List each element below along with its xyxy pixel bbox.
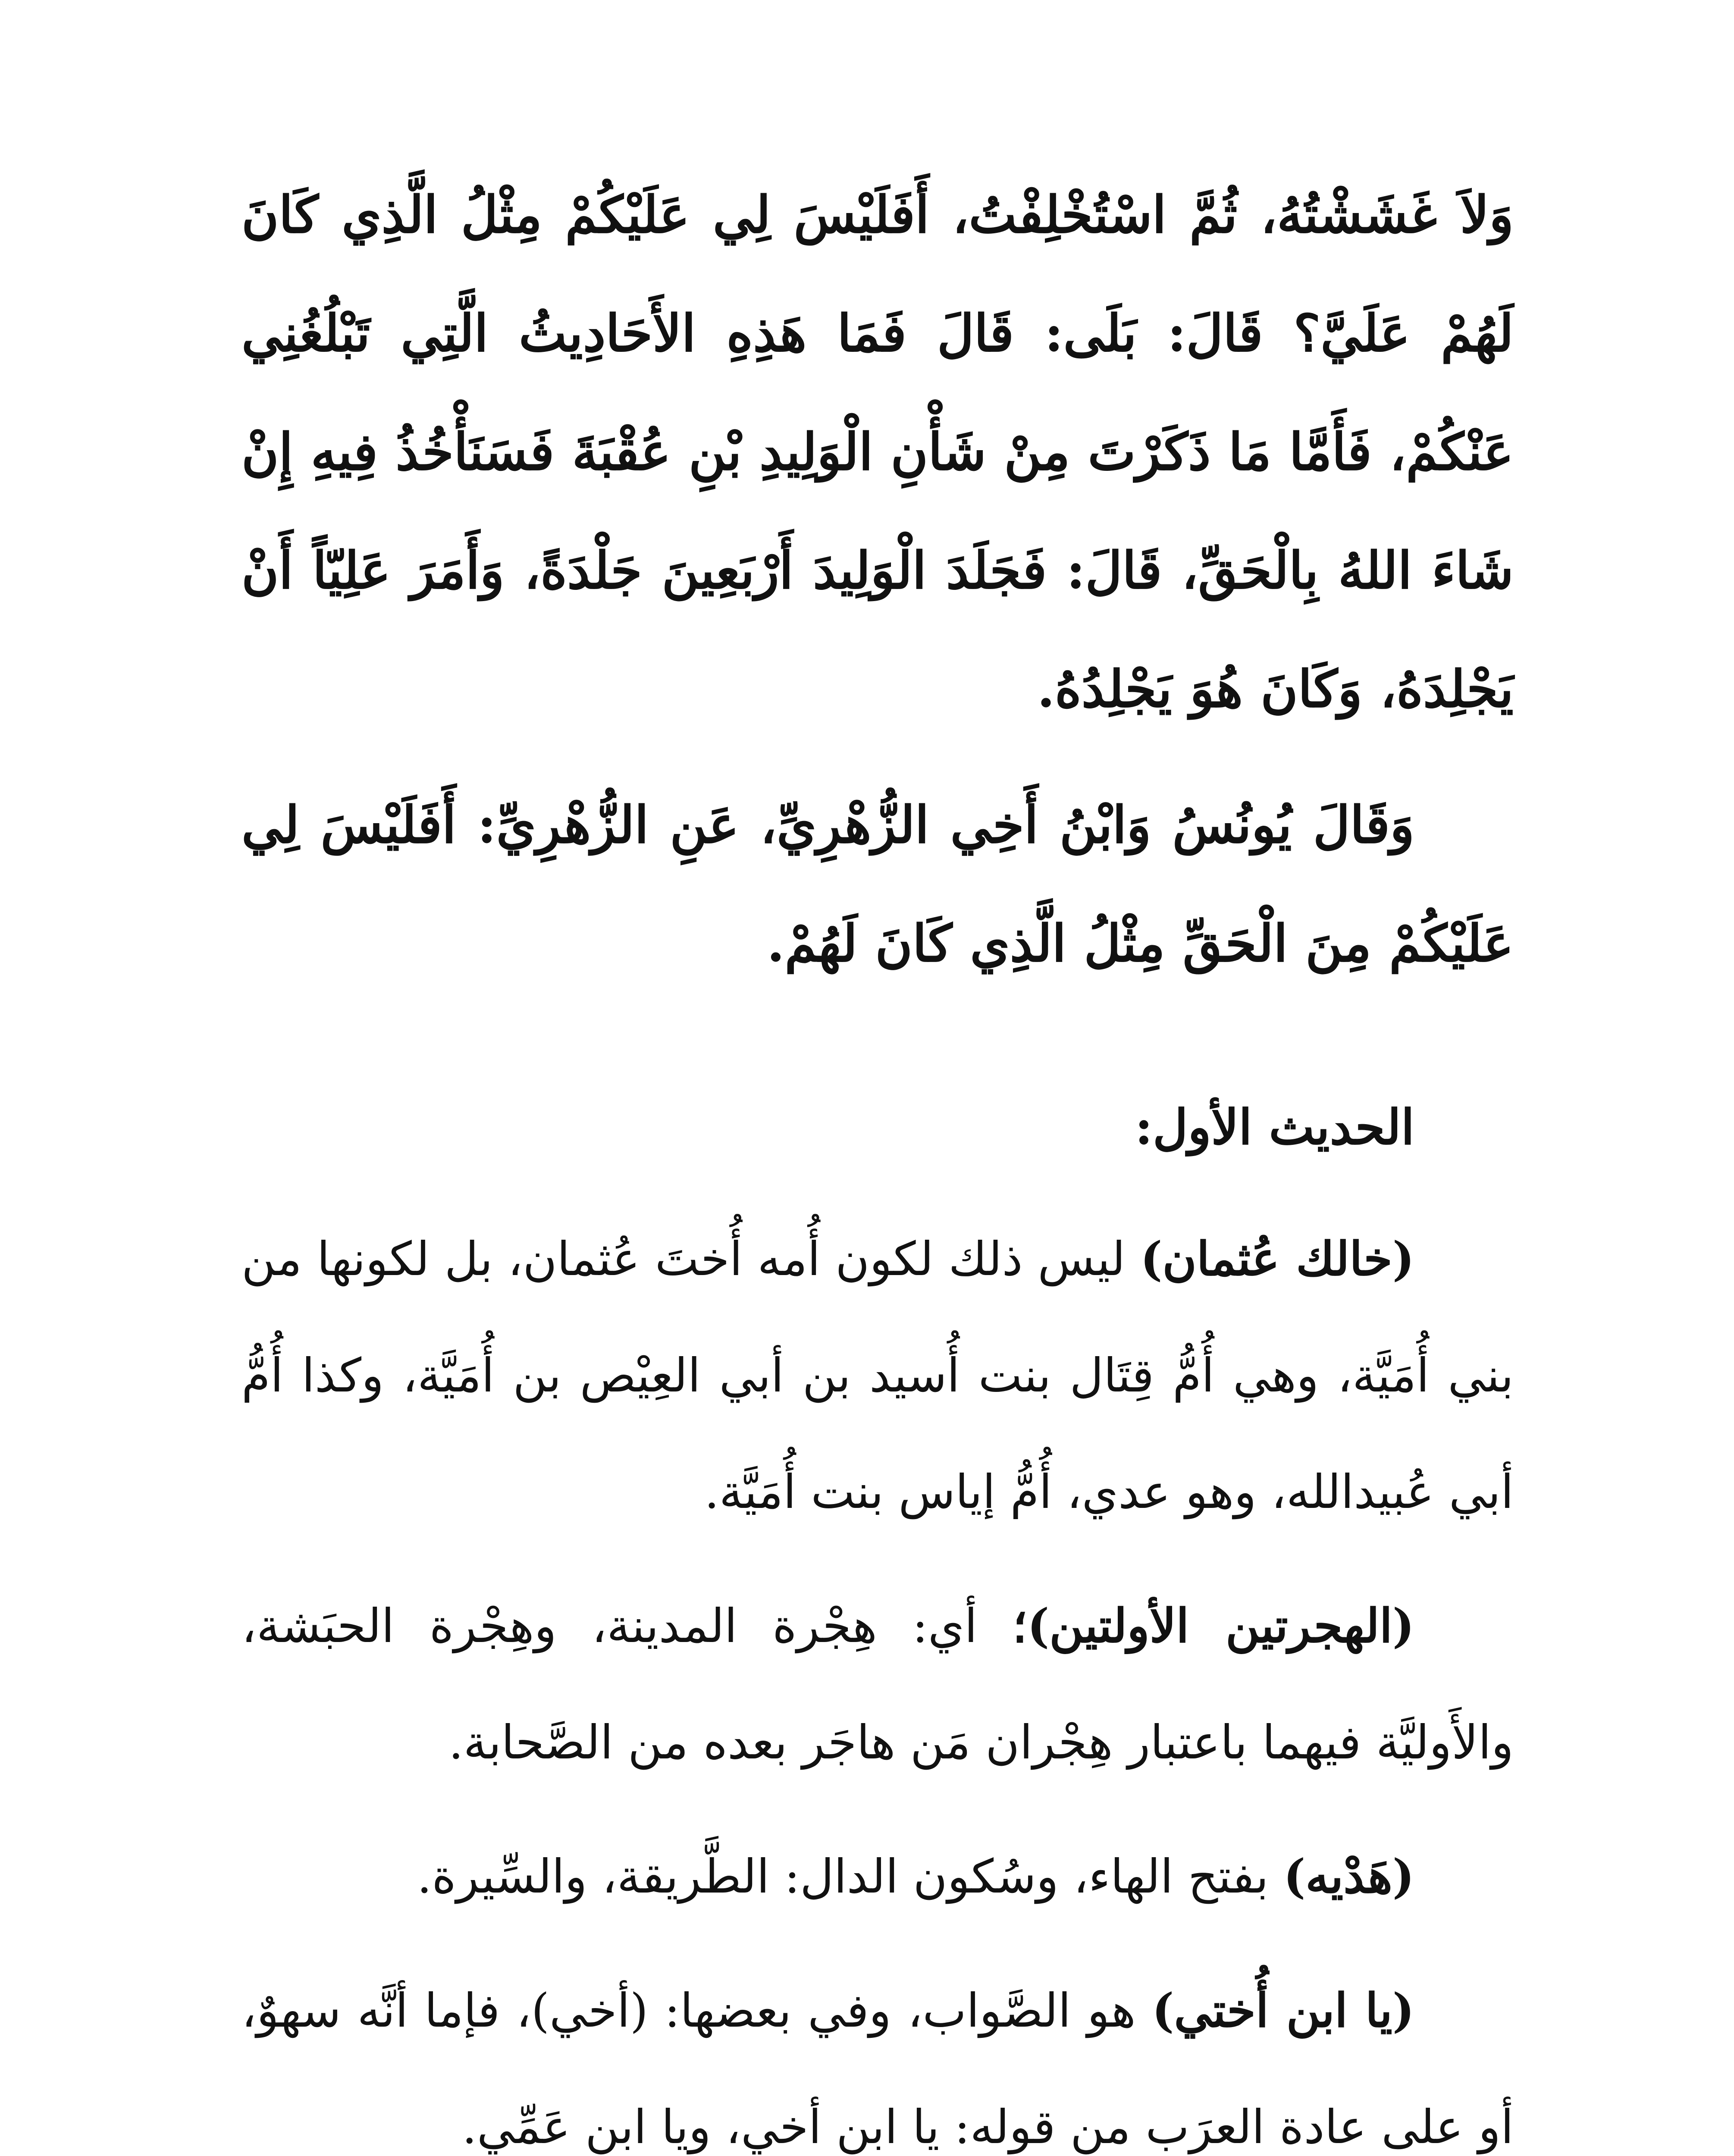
commentary-paragraph [241,1201,1514,1551]
commentary-term: (الهجرتين الأولتين)؛ [1012,1599,1414,1653]
commentary-term: (يا ابن أُختي) [1152,1984,1414,2038]
commentary-text: بفتح الهاء، وسُكون الدال: الطَّريقة، والسِّيرة. [417,1850,1284,1904]
commentary-term: (هَدْيه) [1283,1849,1414,1904]
commentary-paragraph [241,1818,1514,1935]
commentary-text: أي: هِجْرة المدينة، وهِجْرة الحبَشة، والأَوليَّة فيهما باعتبار هِجْران مَن هاجَر بعده من الصَّحابة. [241,1599,1514,1770]
commentary-text: ليس ذلك لكون أُمه أُختَ عُثمان، بل لكونها من بني أُمَيَّة، وهي أُمُّ قِتَال بنت أُسيد بن أبي العِيْص بن أُمَيَّة، وكذا أُمُّ أبي عُبيدالله، وهو عدي، أُمُّ إياس بنت أُمَيَّة. [241,1232,1514,1519]
commentary-paragraph [241,1952,1514,2156]
hadith-narration-note: وَقَالَ يُونُسُ وَابْنُ أَخِي الزُّهْرِيِّ، عَنِ الزُّهْرِيِّ: أَفَلَيْسَ لِي عَلَيْكُمْ مِنَ الْحَقِّ مِثْلُ الَّذِي كَانَ لَهُمْ. [241,795,1514,973]
hadith-text-paragraph: وَلاَ غَشَشْتُهُ، ثُمَّ اسْتُخْلِفْتُ، أَفَلَيْسَ لِي عَلَيْكُمْ مِثْلُ الَّذِي كَانَ لَهُمْ عَلَيَّ؟ قَالَ: بَلَى: قَالَ فَمَا هَذِهِ الأَحَادِيثُ الَّتِي تَبْلُغُنِي عَنْكُمْ، فَأَمَّا مَا ذَكَرْتَ مِنْ شَأْنِ الْوَلِيدِ بْنِ عُقْبَةَ فَسَنَأْخُذُ فِيهِ إِنْ شَاءَ اللهُ بِالْحَقِّ، قَالَ: فَجَلَدَ الْوَلِيدَ أَرْبَعِينَ جَلْدَةً، وَأَمَرَ عَلِيّاً أَنْ يَجْلِدَهُ، وَكَانَ هُوَ يَجْلِدُهُ. [241,185,1514,719]
page-body [241,155,1514,2156]
commentary-text: هو الصَّواب، وفي بعضها: (أخي)، فإما أنَّه سهوٌ، أو على عادة العرَب من قوله: يا ابن أخي، ويا ابن عَمِّي. [241,1984,1514,2154]
commentary-term: (خالك عُثمان) [1140,1232,1414,1286]
section-heading: الحديث الأول: [1135,1099,1414,1156]
commentary-paragraph [241,1568,1514,1801]
